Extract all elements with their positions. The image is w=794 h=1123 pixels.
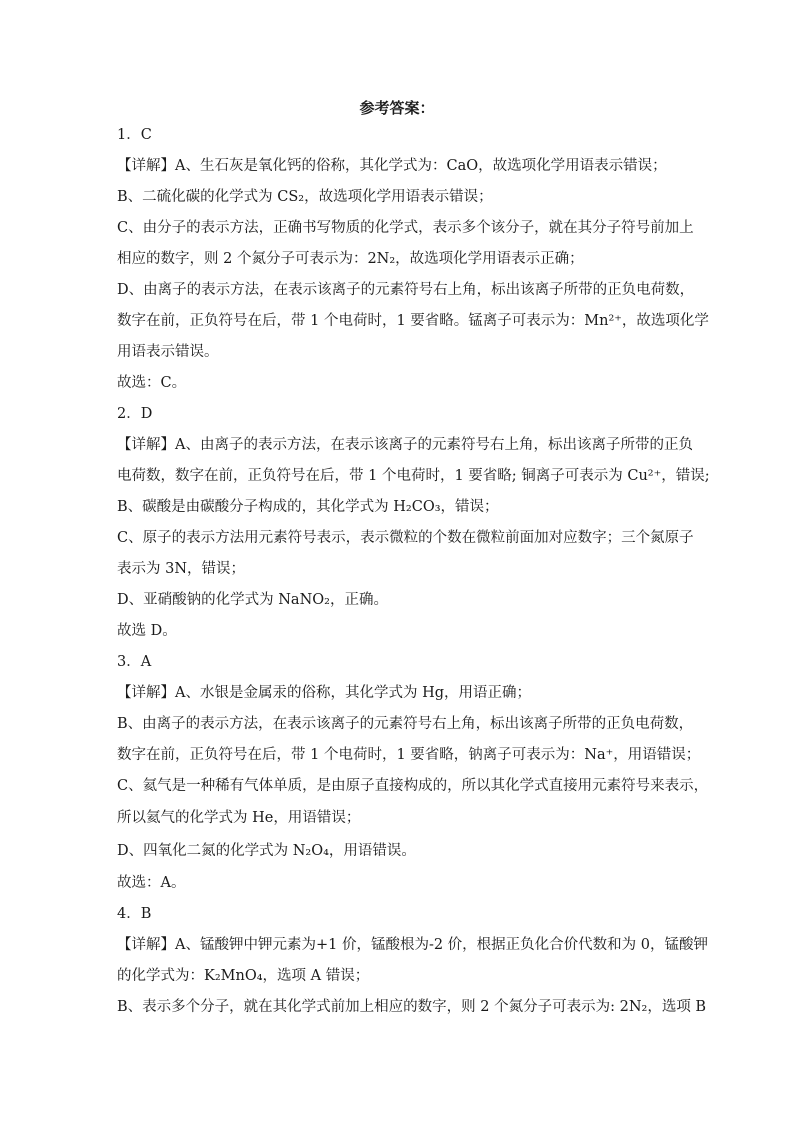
explanation-line: B、碳酸是由碳酸分子构成的，其化学式为 H₂CO₃，错误； <box>117 499 499 515</box>
explanation-line: 所以氦气的化学式为 He，用语错误； <box>117 810 361 826</box>
answer-content <box>117 120 710 1023</box>
explanation-line: 【详解】A、锰酸钾中钾元素为+1 价，锰酸根为-2 价，根据正负化合价代数和为 0，锰酸钾 <box>117 937 709 953</box>
explanation-line: 数字在前，正负符号在后，带 1 个电荷时，1 要省略，钠离子可表示为：Na⁺，用语错误； <box>117 747 701 763</box>
answer-number-1: 1．C <box>117 127 152 143</box>
answer-number-3: 3．A <box>117 654 152 670</box>
explanation-line: B、由离子的表示方法，在表示该离子的元素符号右上角，标出该离子所带的正负电荷数， <box>117 716 694 732</box>
explanation-line: 【详解】A、生石灰是氧化钙的俗称，其化学式为：CaO，故选项化学用语表示错误； <box>117 158 667 174</box>
conclusion-line: 故选：C。 <box>117 375 187 391</box>
explanation-line: B、二硫化碳的化学式为 CS₂，故选项化学用语表示错误； <box>117 189 493 205</box>
conclusion-line: 故选：A。 <box>117 875 186 891</box>
explanation-line: D、四氧化二氮的化学式为 N₂O₄，用语错误。 <box>117 843 416 859</box>
explanation-line: C、由分子的表示方法，正确书写物质的化学式，表示多个该分子，就在其分子符号前加上 <box>117 220 694 236</box>
answer-number-4: 4．B <box>117 906 152 922</box>
explanation-line: C、原子的表示方法用元素符号表示，表示微粒的个数在微粒前面加对应数字；三个氮原子 <box>117 530 694 546</box>
explanation-line: 数字在前，正负符号在后，带 1 个电荷时，1 要省略。锰离子可表示为：Mn²⁺，故选项化学 <box>117 313 709 329</box>
answer-number-2: 2．D <box>117 406 153 422</box>
explanation-line: B、表示多个分子，就在其化学式前加上相应的数字，则 2 个氮分子可表示为: 2N₂，选项 B <box>117 999 707 1015</box>
explanation-line: 用语表示错误。 <box>117 344 219 360</box>
explanation-line: 【详解】A、由离子的表示方法，在表示该离子的元素符号右上角，标出该离子所带的正负 <box>117 437 693 453</box>
conclusion-line: 故选 D。 <box>117 623 177 639</box>
explanation-line: 表示为 3N，错误； <box>117 561 246 577</box>
page-title: 参考答案： <box>359 99 435 117</box>
explanation-line: 的化学式为：K₂MnO₄，选项 A 错误； <box>117 968 370 984</box>
explanation-line: 相应的数字，则 2 个氮分子可表示为：2N₂，故选项化学用语表示正确； <box>117 251 584 267</box>
explanation-line: D、由离子的表示方法，在表示该离子的元素符号右上角，标出该离子所带的正负电荷数， <box>117 282 695 298</box>
explanation-line: 电荷数，数字在前，正负符号在后，带 1 个电荷时，1 要省略; 铜离子可表示为 Cu²⁺，错误; <box>117 468 710 484</box>
explanation-line: C、氦气是一种稀有气体单质，是由原子直接构成的，所以其化学式直接用元素符号来表示， <box>117 778 709 794</box>
explanation-line: 【详解】A、水银是金属汞的俗称，其化学式为 Hg，用语正确； <box>117 685 532 701</box>
explanation-line: D、亚硝酸钠的化学式为 NaNO₂，正确。 <box>117 592 388 608</box>
